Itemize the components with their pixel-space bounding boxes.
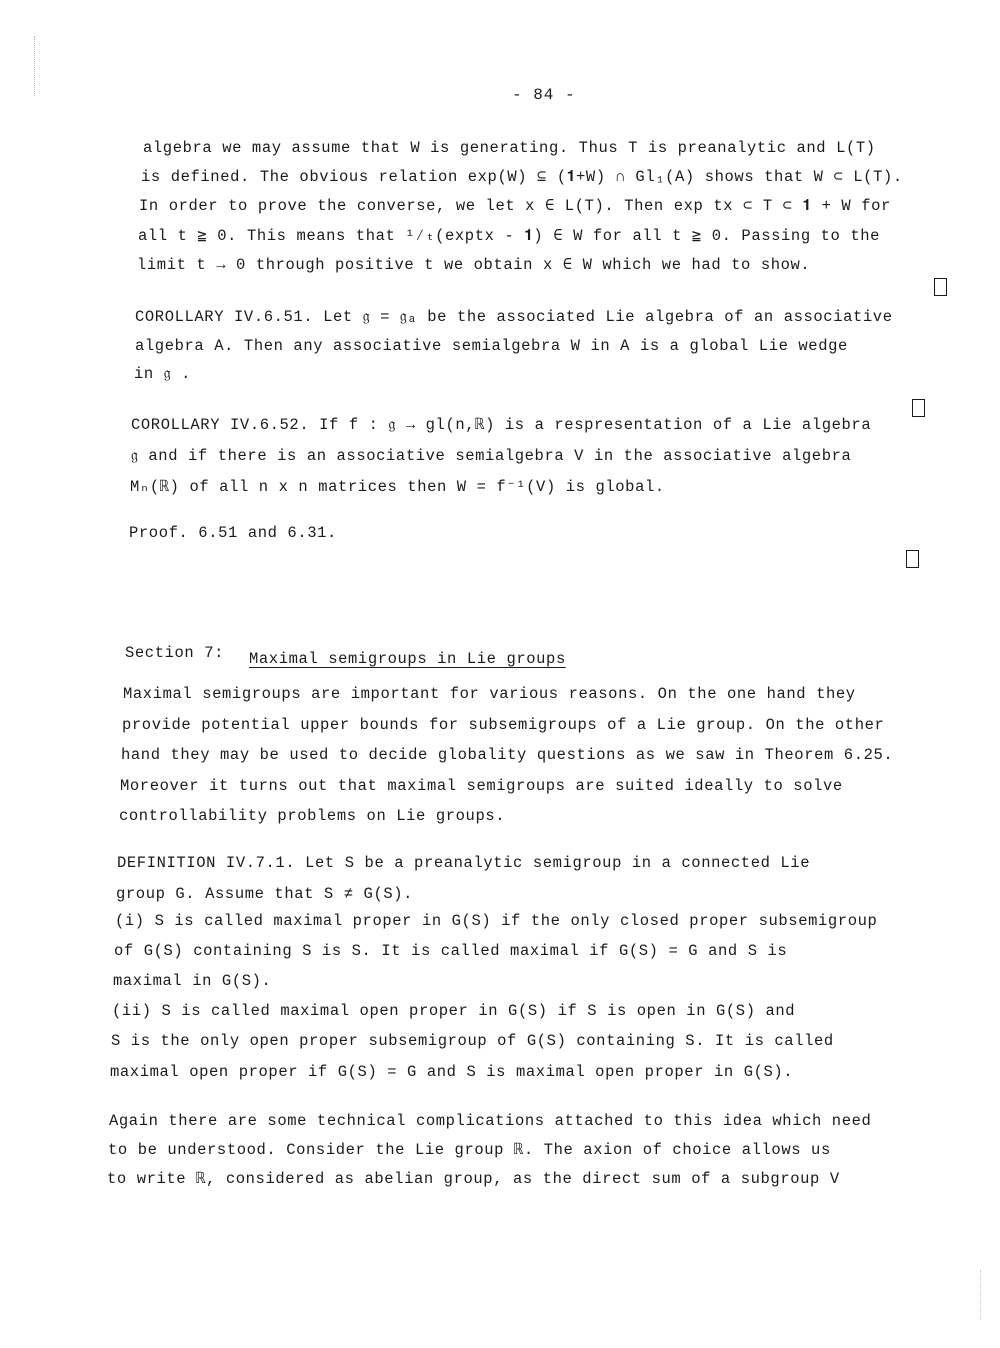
- text-line: Again there are some technical complications attached to this idea which need: [109, 1112, 872, 1130]
- text-line: algebra we may assume that W is generating. Thus T is preanalytic and L(T): [143, 139, 876, 157]
- text-line: is defined. The obvious relation exp(W) ⊆ (𝟏+W) ∩ Gl₁(A) shows that W ⊂ L(T).: [141, 168, 903, 186]
- text-line: controllability problems on Lie groups.: [119, 807, 506, 825]
- text-line: Mₙ(ℝ) of all n x n matrices then W = f⁻¹(V) is global.: [130, 478, 665, 496]
- text-line: In order to prove the converse, we let x ∈ L(T). Then exp tx ⊂ T ⊂ 𝟏 + W for: [139, 197, 891, 215]
- definition-item-i: (i) S is called maximal proper in G(S) if the only closed proper subsemigroup: [115, 912, 878, 930]
- corollary-heading-line: COROLLARY IV.6.51. Let 𝔤 = 𝔤ₐ be the associated Lie algebra of an associative: [135, 308, 893, 326]
- section-label: Section 7:: [125, 644, 225, 662]
- text-line: maximal open proper if G(S) = G and S is maximal open proper in G(S).: [110, 1063, 794, 1081]
- definition-heading-line: DEFINITION IV.7.1. Let S be a preanalytic semigroup in a connected Lie: [117, 854, 811, 872]
- text-line: hand they may be used to decide globality questions as we saw in Theorem 6.25.: [121, 746, 894, 764]
- text-line: S is the only open proper subsemigroup of G(S) containing S. It is called: [111, 1032, 834, 1050]
- proof-652: Proof. 6.51 and 6.31.: [129, 524, 337, 542]
- text-line: Moreover it turns out that maximal semigroups are suited ideally to solve: [120, 777, 843, 795]
- text-line: to write ℝ, considered as abelian group, as the direct sum of a subgroup V: [107, 1170, 840, 1188]
- text-line: limit t → 0 through positive t we obtain x ∈ W which we had to show.: [137, 256, 811, 274]
- qed-square: [906, 550, 919, 568]
- text-line: algebra A. Then any associative semialgebra W in A is a global Lie wedge: [135, 337, 848, 355]
- text-line: maximal in G(S).: [113, 972, 272, 990]
- right-margin-marks: [980, 1270, 985, 1320]
- text-line: Maximal semigroups are important for various reasons. On the one hand they: [123, 685, 856, 703]
- text-line: in 𝔤 .: [134, 365, 192, 383]
- text-line: 𝔤 and if there is an associative semialgebra V in the associative algebra: [131, 447, 852, 465]
- text-line: of G(S) containing S is S. It is called maximal if G(S) = G and S is: [114, 942, 788, 960]
- text-line: provide potential upper bounds for subsemigroups of a Lie group. On the other: [122, 716, 885, 734]
- text-line: all t ≧ 0. This means that ¹⁄ₜ(exptx - 𝟏) ∈ W for all t ≧ 0. Passing to the: [138, 227, 881, 245]
- section-title: Maximal semigroups in Lie groups: [249, 650, 566, 668]
- qed-square: [934, 278, 947, 296]
- page-number: - 84 -: [512, 86, 576, 104]
- left-margin-marks: [34, 36, 39, 96]
- corollary-heading-line: COROLLARY IV.6.52. If f : 𝔤 → gl(n,ℝ) is a respresentation of a Lie algebra: [131, 416, 872, 434]
- text-line: group G. Assume that S ≠ G(S).: [116, 885, 414, 903]
- definition-item-ii: (ii) S is called maximal open proper in G(S) if S is open in G(S) and: [112, 1002, 796, 1020]
- qed-square: [912, 399, 925, 417]
- text-line: to be understood. Consider the Lie group ℝ. The axion of choice allows us: [108, 1141, 831, 1159]
